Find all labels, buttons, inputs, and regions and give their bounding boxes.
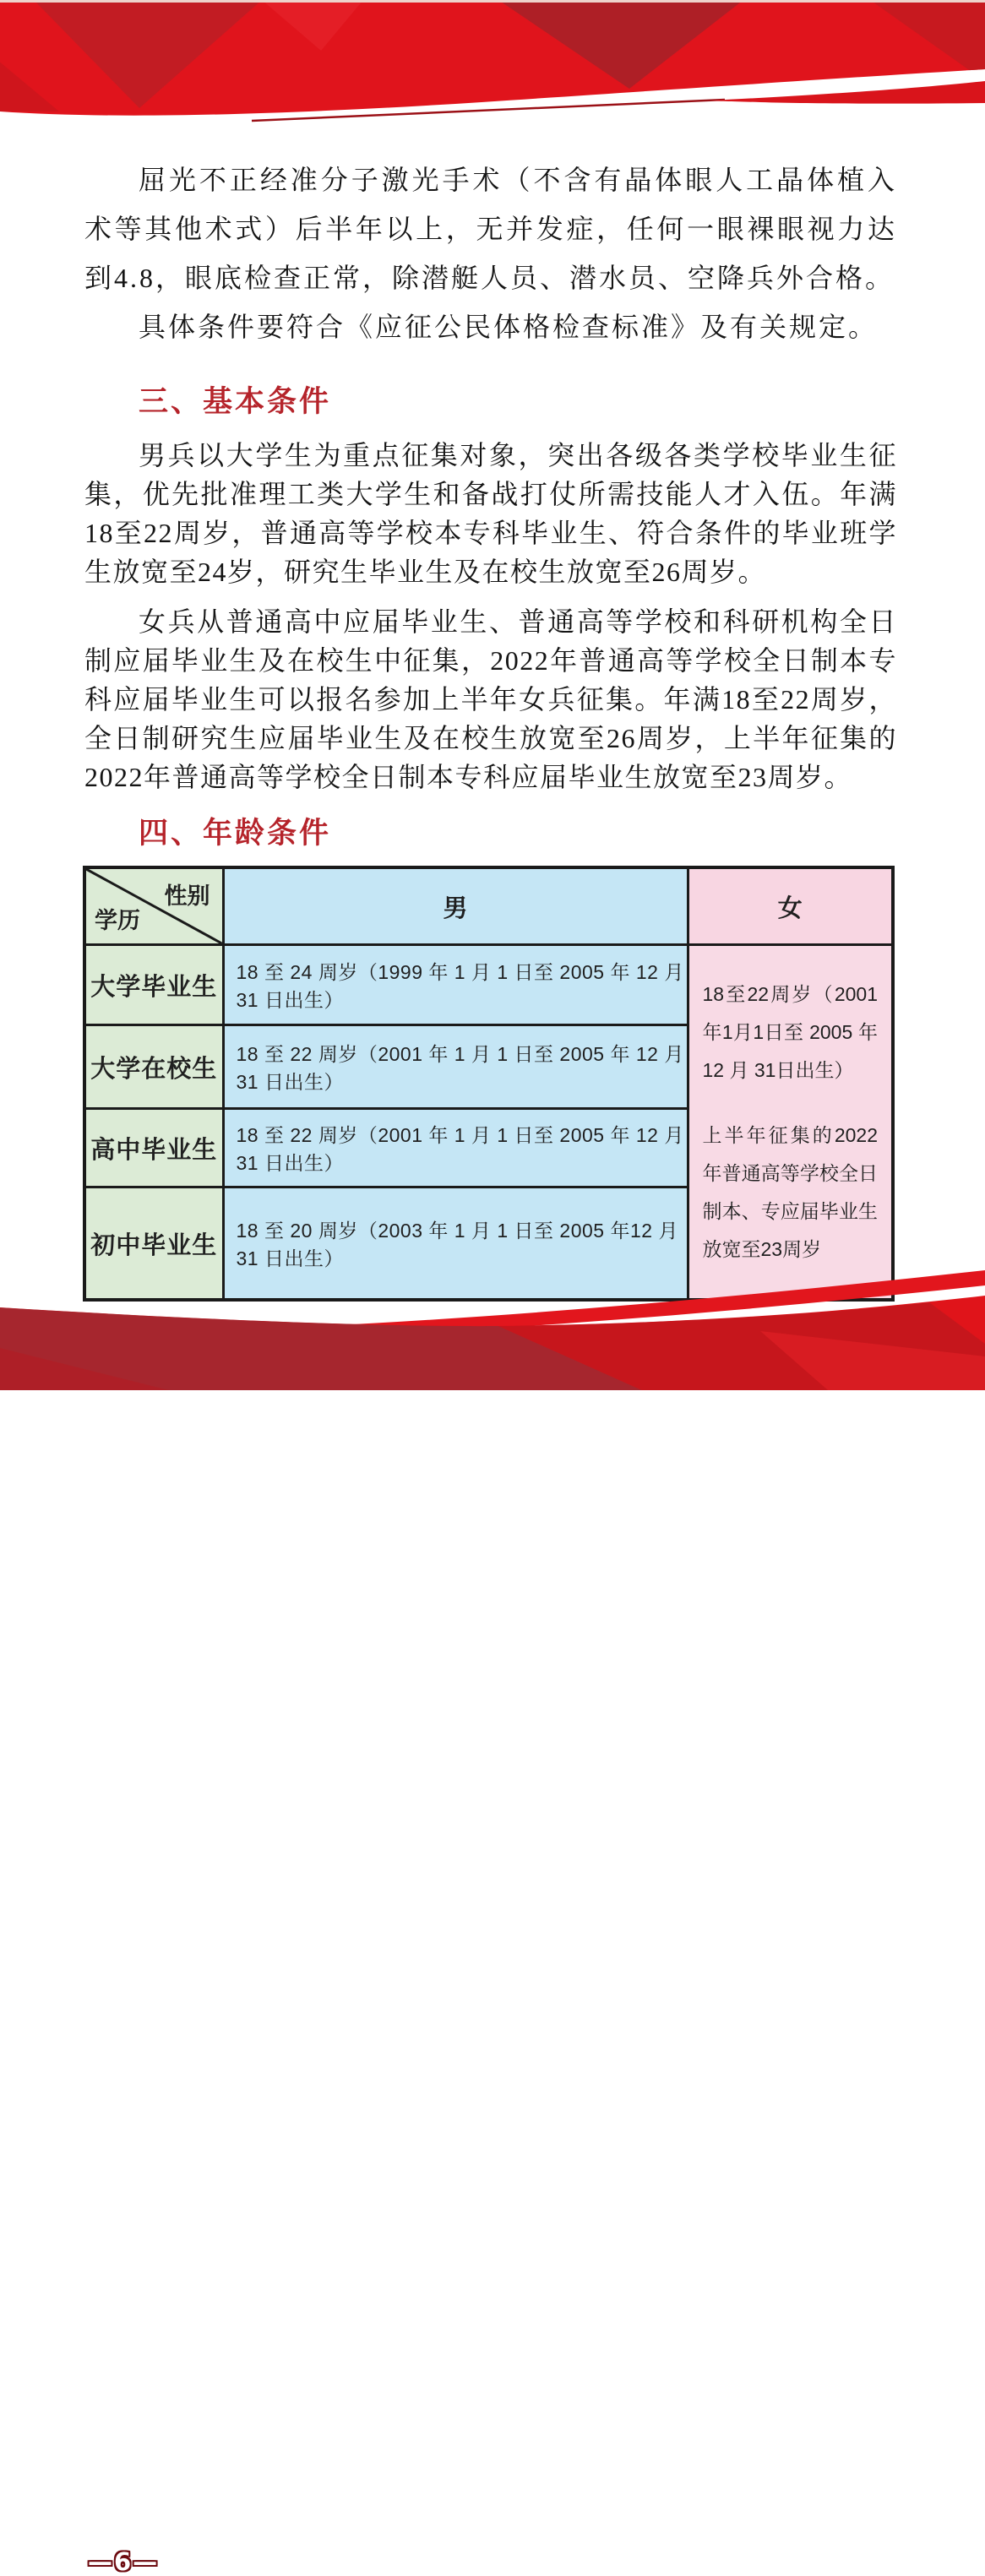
female-age-note: 上半年征集的2022年普通高等学校全日制本、专应届毕业生放宽至23周岁 xyxy=(702,1124,878,1260)
header-wave-decoration xyxy=(0,0,985,128)
male-age-cell: 18 至 24 周岁（1999 年 1 月 1 日至 2005 年 12 月 31 日出生） xyxy=(223,945,688,1025)
footer-wave-decoration xyxy=(0,1221,985,2576)
paragraph-male-recruits: 男兵以大学生为重点征集对象，突出各级各类学校毕业生征集，优先批准理工类大学生和备战打仗所需技能人才入伍。年满18至22周岁，普通高等学校本专科毕业生、符合条件的毕业班学生放宽至24岁，研究生毕业生及在校生放宽至26周岁。 xyxy=(84,440,897,587)
male-age-cell: 18 至 22 周岁（2001 年 1 月 1 日至 2005 年 12 月 31 日出生） xyxy=(223,1025,688,1109)
paragraph-vision-requirements: 屈光不正经准分子激光手术（不含有晶体眼人工晶体植入术等其他术式）后半年以上，无并发症，任何一眼裸眼视力达到4.8，眼底检查正常，除潜艇人员、潜水员、空降兵外合格。 xyxy=(84,165,897,293)
male-age-cell: 18 至 22 周岁（2001 年 1 月 1 日至 2005 年 12 月 31 日出生） xyxy=(223,1109,688,1187)
row-label: 初中毕业生 xyxy=(84,1187,223,1301)
corner-label-gender: 性别 xyxy=(164,883,210,909)
table-header-row xyxy=(84,867,893,945)
document-body xyxy=(84,155,897,1302)
table-row-university-graduate xyxy=(84,945,893,1025)
corner-cell-gender-education xyxy=(84,867,223,945)
section-heading-age-conditions: 四、年龄条件 xyxy=(139,817,332,850)
page-number: —6— xyxy=(88,2547,160,2576)
corner-label-education: 学历 xyxy=(95,908,140,933)
row-label: 大学毕业生 xyxy=(84,945,223,1025)
paragraph-female-recruits: 女兵从普通高中应届毕业生、普通高等学校和科研机构全日制应届毕业生及在校生中征集，2022年普通高等学校全日制本专科应届毕业生可以报名参加上半年女兵征集。年满18至22周岁，全日制研究生应届毕业生及在校生放宽至26周岁，上半年征集的2022年普通高等学校全日制本专科应届毕业生放宽至23周岁。 xyxy=(84,606,897,792)
section-heading-basic-conditions: 三、基本条件 xyxy=(139,385,332,418)
header-wave-svg xyxy=(0,0,985,128)
female-age-range: 18至22周岁（2001 年1月1日至 2005 年 12 月 31日出生） xyxy=(702,983,878,1081)
male-age-cell: 18 至 20 周岁（2003 年 1 月 1 日至 2005 年12 月 31 日出生） xyxy=(223,1187,688,1301)
row-label: 大学在校生 xyxy=(84,1025,223,1109)
row-label: 高中毕业生 xyxy=(84,1109,223,1187)
footer-wave-svg xyxy=(0,1221,985,1390)
column-header-female: 女 xyxy=(688,867,893,945)
paragraph-physical-standard: 具体条件要符合《应征公民体格检查标准》及有关规定。 xyxy=(139,312,879,342)
column-header-male: 男 xyxy=(223,867,688,945)
